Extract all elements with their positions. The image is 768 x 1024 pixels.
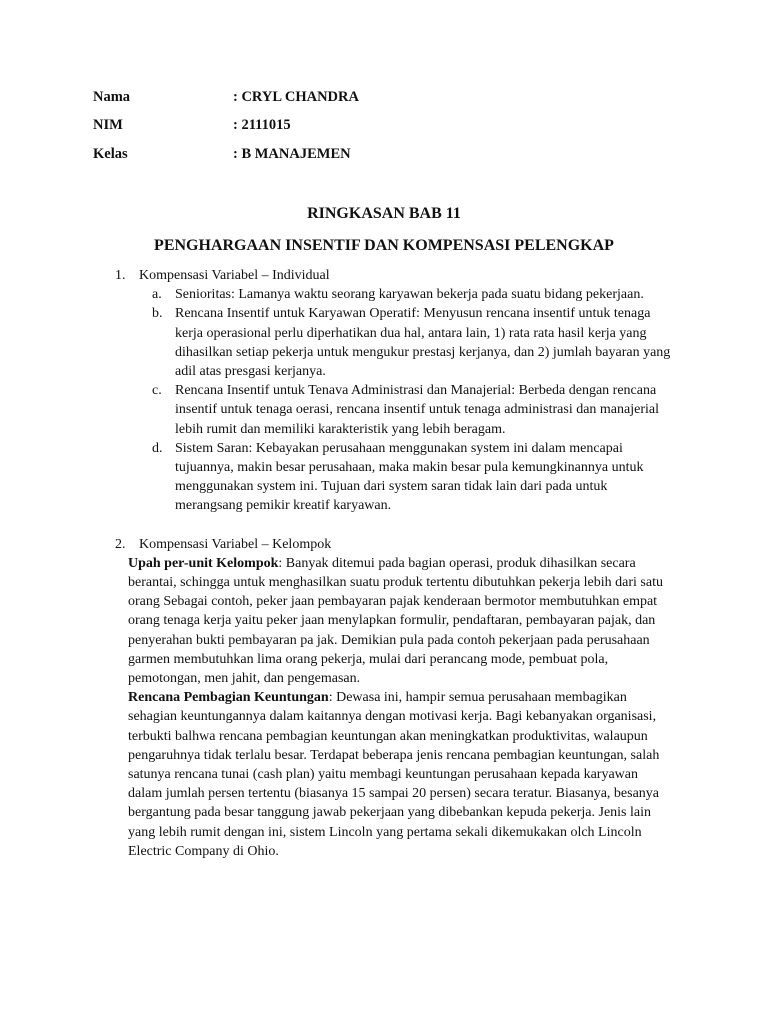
name-value: : CRYL CHANDRA bbox=[233, 89, 359, 105]
section-1-item-c bbox=[115, 381, 675, 439]
document-body bbox=[115, 266, 675, 861]
item-text: Sistem Saran: Kebayakan perusahaan menggunakan system ini dalam mencapai tujuannya, makin besar perusahaan, maka makin besar pula kemungkinannya untuk menggunakan system ini. Tujuan dari system saran tidak lain dari pada untuk merangsang pemikir kreatif karyawan. bbox=[175, 440, 644, 514]
section-1-item-a bbox=[115, 285, 675, 304]
spacer bbox=[115, 516, 675, 535]
section-2-number: 2. bbox=[115, 536, 126, 552]
item-letter: b. bbox=[152, 306, 163, 322]
nim-label: NIM bbox=[93, 117, 123, 133]
item-letter: d. bbox=[152, 440, 163, 456]
name-label: Nama bbox=[93, 89, 131, 105]
section-1-item-d bbox=[115, 439, 675, 516]
section-2-paragraph-2 bbox=[115, 688, 675, 861]
item-text: Rencana Insentif untuk Karyawan Operatif: Menyusun rencana insentif untuk tenaga kerja operasional perlu diperhatikan dua hal, antara lain, 1) rata rata hasil kerja yang dihasilkan setiap pekerja untuk mengukur prestasj kerjanya, dan 2) jumlah bayaran yang adil atas presgasi kerjanya. bbox=[175, 306, 671, 380]
paragraph-text: : Banyak ditemui pada bagian operasi, produk dihasilkan secara berantai, schingga untuk menghasilkan suatu produk tertentu dibutuhkan pekerja lebih dari satu orang Sebagai contoh, peker jaan pembayaran pajak kenderaan bermotor membutuhkan empat orang tenaga kerja yaitu peker jaan menylapkan formulir, pendaftaran, pembayaran pajak, dan penyerahan bukti pembayaran pa jak. Demikian pula pada contoh pekerjaan pada perusahaan garmen membutuhkan lima orang pekerja, mulai dari perancang mode, pembuat pola, pemotongan, men jahit, dan pengemasan. bbox=[128, 555, 663, 687]
section-1-item-b bbox=[115, 304, 675, 381]
section-1-number: 1. bbox=[115, 268, 126, 283]
item-letter: c. bbox=[152, 383, 162, 399]
section-1-title: Kompensasi Variabel – Individual bbox=[139, 268, 330, 283]
item-text: Rencana Insentif untuk Tenava Administrasi dan Manajerial: Berbeda dengan rencana insentif untuk tenaga oerasi, rencana insentif untuk tenaga administrasi dan manajerial lebih rumit dan memiliki karakteristik yang lebih beragam. bbox=[175, 383, 659, 437]
section-1-heading bbox=[115, 266, 675, 285]
item-text: Senioritas: Lamanya waktu seorang karyawan bekerja pada suatu bidang pekerjaan. bbox=[175, 287, 644, 303]
section-2-paragraph-1 bbox=[115, 554, 675, 688]
paragraph-term: Rencana Pembagian Keuntungan bbox=[128, 690, 329, 706]
class-value: : B MANAJEMEN bbox=[233, 146, 351, 162]
paragraph-term: Upah per-unit Kelompok bbox=[128, 555, 279, 571]
section-2-heading bbox=[115, 535, 675, 554]
paragraph-text: : Dewasa ini, hampir semua perusahaan membagikan sehagian keuntungannya dalam kaitannya dengan motivasi kerja. Bagi kebanyakan organisasi, terbukti balhwa rencana pembagian keuntungan akan meningkatkan produktivitas, walaupun pengaruhnya tidak terlalu besar. Terdapat beberapa jenis rencana pembagian keuntungan, salah satunya rencana tunai (cash plan) yaitu membagi keuntungan perusahaan kepada karyawan dalam jumlah persen tertentu (biasanya 15 sampai 20 persen) secara teratur. Biasanya, besanya bergantung pada besar tanggung jawab pekerjaan yang dibebankan kepuda pekerja. Jenis lain yang lebih rumit dengan ini, sistem Lincoln yang pertama sekali dikemukakan olch Lincoln Electric Company di Ohio. bbox=[128, 690, 660, 859]
section-2-title: Kompensasi Variabel – Kelompok bbox=[139, 536, 332, 552]
document-subtitle: PENGHARGAAN INSENTIF DAN KOMPENSASI PELENGKAP bbox=[154, 237, 614, 254]
class-label: Kelas bbox=[93, 146, 128, 162]
nim-value: : 2111015 bbox=[233, 117, 291, 133]
item-letter: a. bbox=[152, 287, 162, 303]
document-title: RINGKASAN BAB 11 bbox=[307, 205, 461, 222]
